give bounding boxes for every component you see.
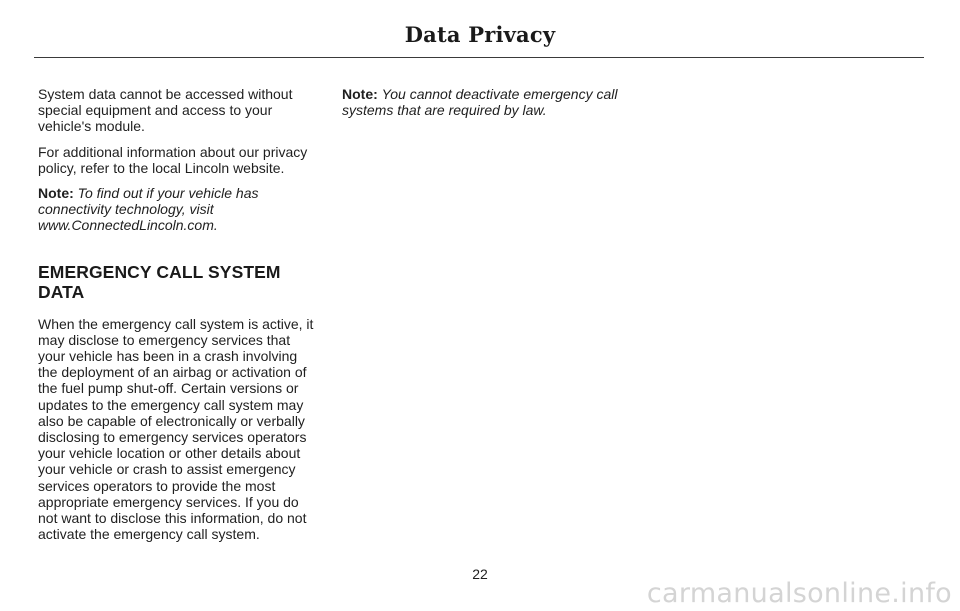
note-deactivate [342,86,642,118]
page-number: 22 [472,566,488,582]
header-divider [34,57,924,58]
note-text: To find out if your vehicle has connectivity technology, visit www.ConnectedLincoln.com. [38,185,259,234]
left-column [38,86,320,551]
paragraph-privacy-policy: For additional information about our privacy policy, refer to the local Lincoln website. [38,143,308,176]
page-title: Data Privacy [404,22,556,47]
note-label: Note: [38,185,74,202]
watermark: carmanualsonline.info [646,578,952,609]
paragraph-emergency-call: When the emergency call system is active, it may disclose to emergency services that your vehicle has been in a crash involving the deployment of an airbag or activation of the fuel pump shut-off. Certain versions or updates to the emergency call system may also be capable of electronically or verbally disclosing to emergency services operators your vehicle location or other details about your vehicle or crash to assist emergency services operators to provide the most appropriate emergency services. If you do not want to disclose this information, do not activate the emergency call system. [38,315,314,543]
note-label: Note: [342,86,378,102]
note-connectivity [38,185,320,234]
note-text: You cannot deactivate emergency call systems that are required by law. [342,86,618,119]
section-heading-emergency-call: EMERGENCY CALL SYSTEM DATA [38,261,281,302]
paragraph-system-data: System data cannot be accessed without special equipment and access to your vehicle's module. [38,86,293,135]
right-column [342,86,642,127]
